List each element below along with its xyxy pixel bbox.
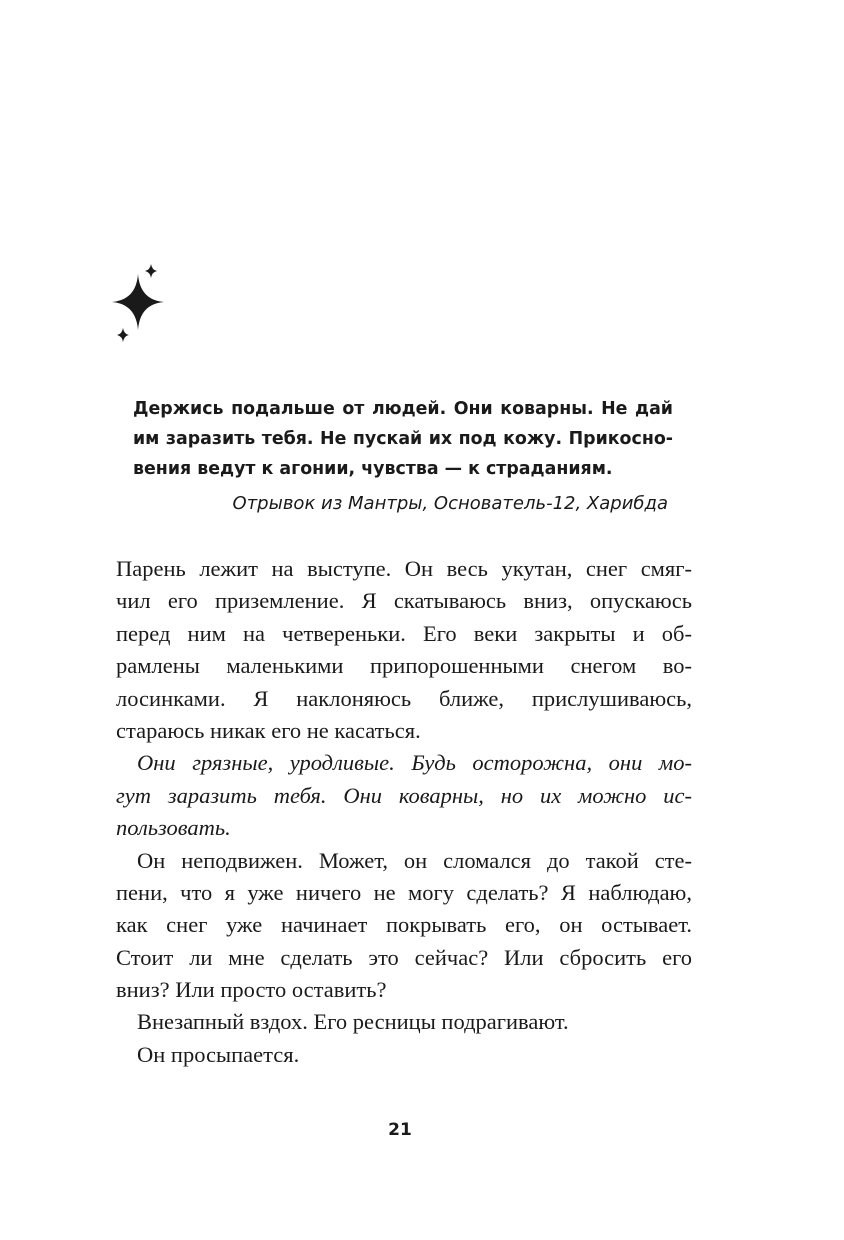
text-line: Стоит ли мне сделать это сейчас? Или сбросить его [116, 944, 692, 970]
text-line: перед ним на четвереньки. Его веки закрыты и об- [116, 620, 692, 646]
text-line: Он просыпается. [137, 1041, 300, 1067]
page-number: 21 [388, 1120, 412, 1140]
text-line: стараюсь никак его не касаться. [116, 717, 421, 743]
epigraph-attribution: Отрывок из Мантры, Основатель-12, Харибда [232, 493, 668, 514]
epigraph-line: вения ведут к агонии, чувства — к страданиям. [133, 459, 613, 479]
italic-text-line: гут заразить тебя. Они коварны, но их можно ис- [116, 782, 692, 808]
text-line: чил его приземление. Я скатываюсь вниз, опускаюсь [116, 588, 692, 614]
text-line: Парень лежит на выступе. Он весь укутан, снег смяг- [116, 556, 692, 581]
text-line: Внезапный вздох. Его ресницы подрагивают. [137, 1009, 569, 1035]
text-line: как снег уже начинает покрывать его, он остывает. [116, 912, 692, 938]
epigraph-line: им заразить тебя. Не пускай их под кожу. Прикосно- [133, 429, 673, 449]
text-line: пени, что я уже ничего не могу сделать? Я наблюдаю, [116, 879, 692, 905]
text-line: вниз? Или просто оставить? [116, 977, 387, 1003]
text-line: лосинками. Я наклоняюсь ближе, прислушиваюсь, [116, 685, 692, 711]
body-text [116, 553, 692, 1071]
small-sparkle-top-icon [145, 264, 157, 278]
text-line: рамлены маленькими припорошенными снегом во- [116, 653, 692, 679]
italic-text-line: пользовать. [116, 815, 231, 841]
small-sparkle-bottom-icon [117, 328, 129, 342]
italic-text-line: Они грязные, уродливые. Будь осторожна, они мо- [137, 750, 692, 776]
sparkle-stars-icon [110, 262, 170, 348]
text-line: Он неподвижен. Может, он сломался до такой сте- [137, 847, 692, 873]
epigraph-line: Держись подальше от людей. Они коварны. Не дай [133, 399, 673, 419]
epigraph [133, 394, 673, 484]
large-sparkle-icon [112, 274, 164, 330]
